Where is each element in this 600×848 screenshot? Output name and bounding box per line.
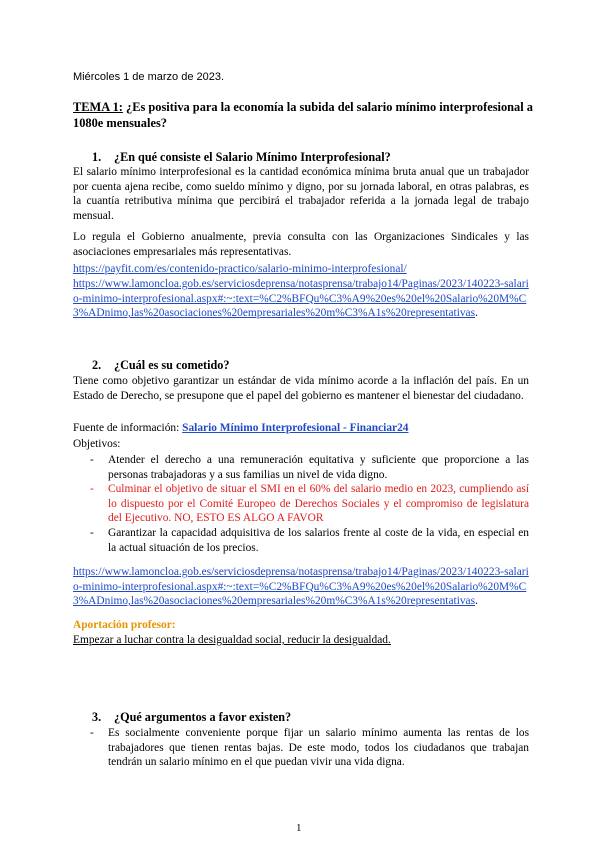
section-2-heading — [92, 358, 229, 373]
section-1-heading — [92, 150, 391, 165]
objective-item: - Atender el derecho a una remuneración equitativa y suficiente que proporcione a las personas trabajadoras y a sus familias un nivel de vida digno. — [90, 454, 529, 481]
moncloa-link-1[interactable]: https://www.lamoncloa.gob.es/serviciosdeprensa/notasprensa/trabajo14/Paginas/2023/140223-salario-minimo-interprofesional.aspx#:~:text=%C2%BFQu%C3%A9%20es%20el%20Salario%20M%C3%ADnimo,las%20asociaciones%20empresariales%20m%C3%A1s%20representativas — [73, 278, 529, 320]
section-2-paragraph: Tiene como objetivo garantizar un estándar de vida mínimo acorde a la inflación del país. En un Estado de Derecho, se presupone que el papel del gobierno es mantener el bienestar del ciudadano. — [73, 375, 529, 402]
financiar24-link[interactable]: Salario Mínimo Interprofesional - Financiar24 — [182, 422, 409, 434]
document-date: Miércoles 1 de marzo de 2023. — [73, 71, 225, 83]
section-2-title: ¿Cuál es su cometido? — [114, 358, 230, 372]
moncloa-link-row-2: https://www.lamoncloa.gob.es/serviciosdeprensa/notasprensa/trabajo14/Paginas/2023/140223-salario-minimo-interprofesional.aspx#:~:text=%C2%BFQu%C3%A9%20es%20el%20Salario%20M%C3%ADnimo,las%20asociaciones%20empresariales%20m%C3%A1s%20representativas. — [73, 566, 529, 608]
source-line — [73, 421, 408, 436]
arguments-list — [73, 726, 529, 770]
topic-question: ¿Es positiva para la economía la subida del salario mínimo interprofesional a 1080e mensuales? — [73, 100, 533, 130]
section-3-heading — [92, 710, 291, 725]
section-1-paragraph-2: Lo regula el Gobierno anualmente, previa consulta con las Organizaciones Sindicales y las asociaciones empresariales más representativas. — [73, 231, 529, 258]
section-2-number: 2. — [92, 358, 102, 372]
moncloa-link-2[interactable]: https://www.lamoncloa.gob.es/serviciosdeprensa/notasprensa/trabajo14/Paginas/2023/140223-salario-minimo-interprofesional.aspx#:~:text=%C2%BFQu%C3%A9%20es%20el%20Salario%20M%C3%ADnimo,las%20asociaciones%20empresariales%20m%C3%A1s%20representativas — [73, 566, 529, 608]
argument-item: - Es socialmente conveniente porque fijar un salario mínimo aumenta las rentas de los trabajadores que tienen rentas bajas. De este modo, todos los ciudadanos que trabajan tendrán un salario mínimo en el que puedan vivir una vida digna. — [90, 727, 529, 769]
objective-item-highlighted: - Culminar el objetivo de situar el SMI en el 60% del salario medio en 2023, cumpliendo así lo dispuesto por el Comité Europeo de Derechos Sociales y el compromiso de legislatura del Ejecutivo. NO, ESTO ES ALGO A FAVOR — [90, 483, 529, 525]
dash-bullet: - — [90, 526, 94, 539]
moncloa-link-row-1: https://www.lamoncloa.gob.es/serviciosdeprensa/notasprensa/trabajo14/Paginas/2023/140223-salario-minimo-interprofesional.aspx#:~:text=%C2%BFQu%C3%A9%20es%20el%20Salario%20M%C3%ADnimo,las%20asociaciones%20empresariales%20m%C3%A1s%20representativas. — [73, 278, 529, 320]
payfit-link[interactable]: https://payfit.com/es/contenido-practico/salario-minimo-interprofesional/ — [73, 263, 407, 275]
dash-bullet: - — [90, 727, 94, 739]
objective-item: - Garantizar la capacidad adquisitiva de los salarios frente al coste de la vida, en especial en la actual situación de los precios. — [90, 526, 529, 554]
page-number: 1 — [296, 822, 302, 834]
section-1-title: ¿En qué consiste el Salario Mínimo Interprofesional? — [114, 150, 391, 164]
teacher-contribution-text: Empezar a luchar contra la desigualdad social, reducir la desigualdad. — [73, 634, 391, 646]
dash-bullet: - — [90, 454, 94, 466]
section-3-title: ¿Qué argumentos a favor existen? — [114, 710, 292, 724]
section-1-paragraph-1: El salario mínimo interprofesional es la cantidad económica mínima bruta anual que un trabajador por cuenta ajena recibe, como sueldo mínimo y digno, por su jornada laboral, en otras palabras, es la cuantía retributiva mínima que percibirá el trabajador referida a la jornada legal de trabajo mensual. — [73, 166, 529, 222]
objectives-label: Objetivos: — [73, 438, 121, 450]
payfit-link-row — [73, 262, 529, 277]
topic-title — [73, 100, 533, 131]
teacher-contribution-label: Aportación profesor: — [73, 619, 176, 631]
source-prefix: Fuente de información: — [73, 422, 183, 434]
section-3-number: 3. — [92, 710, 102, 724]
objectives-list — [73, 453, 529, 555]
dash-bullet: - — [90, 483, 94, 496]
section-1-number: 1. — [92, 150, 102, 164]
topic-label: TEMA 1: — [73, 100, 123, 114]
